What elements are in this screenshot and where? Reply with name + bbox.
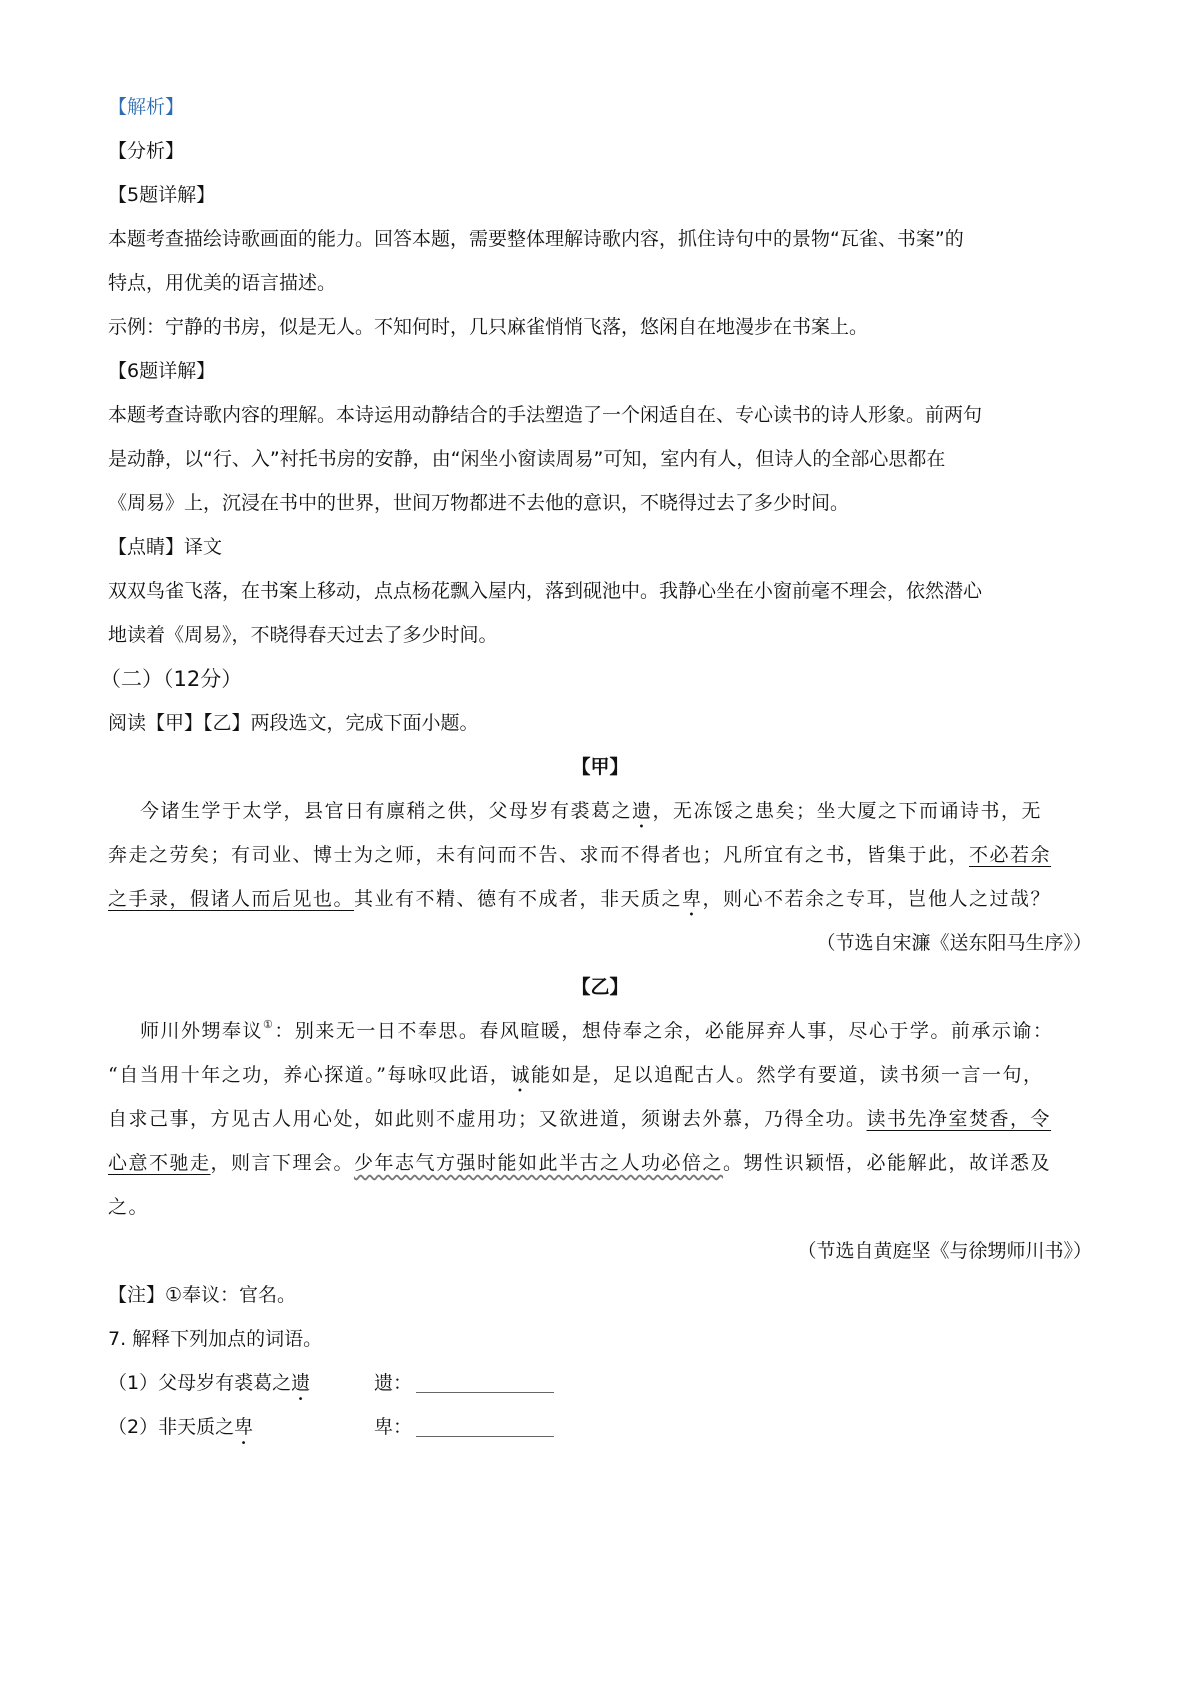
answer-label: 遗： bbox=[374, 1372, 413, 1394]
passage-jia-source: （节选自宋濂《送东阳马生序》） bbox=[816, 932, 1092, 954]
dotted-word: 卑 bbox=[234, 1416, 254, 1438]
text-span: （1）父母岁有裘葛之 bbox=[108, 1372, 292, 1394]
text-span: 。甥性识颖悟，必能解此，故详悉及 bbox=[723, 1152, 1052, 1174]
passage-yi-heading: 【乙】 bbox=[571, 976, 629, 998]
dotted-word: 遗 bbox=[291, 1372, 311, 1394]
text-span: ：别来无一日不奉思。春风暄暖，想侍奉之余，必能屏弃人事，尽心于学。前承示谕： bbox=[274, 1020, 1054, 1042]
q7-answer-2 bbox=[374, 1415, 554, 1439]
q6-paragraph-line: 《周易》上，沉浸在书中的世界，世间万物都进不去他的意识，不晓得过去了多少时间。 bbox=[108, 492, 850, 514]
answer-blank[interactable] bbox=[416, 1392, 554, 1393]
footnote-marker: ① bbox=[263, 1018, 275, 1031]
passage-yi-source: （节选自黄庭坚《与徐甥师川书》） bbox=[797, 1240, 1092, 1262]
passage-jia-heading: 【甲】 bbox=[571, 756, 629, 778]
underlined-sentence: 读书先净室焚香，令 bbox=[866, 1108, 1052, 1130]
q7-item-1 bbox=[108, 1371, 310, 1405]
passage-yi-line bbox=[108, 1063, 1043, 1097]
section-title: （二）（12分） bbox=[100, 667, 243, 691]
q5-example: 示例：宁静的书房，似是无人。不知何时，几只麻雀悄悄飞落，悠闲自在地漫步在书案上。 bbox=[108, 316, 869, 338]
section-intro: 阅读【甲】【乙】两段选文，完成下面小题。 bbox=[108, 712, 479, 734]
text-span: 师川外甥奉议 bbox=[140, 1020, 264, 1042]
passage-jia-line bbox=[108, 887, 1051, 921]
q6-title: 【6题详解】 bbox=[108, 360, 216, 382]
fenxi-heading: 【分析】 bbox=[108, 140, 185, 162]
q5-paragraph-line: 特点，用优美的语言描述。 bbox=[108, 272, 337, 294]
passage-jia-line bbox=[108, 843, 1051, 867]
passage-yi-line bbox=[140, 1019, 1053, 1043]
text-span: ，则心不若余之专耳，岂他人之过哉？ bbox=[702, 888, 1052, 910]
text-span: 今诸生学于太学，县官日有廪稍之供，父母岁有裘葛之 bbox=[140, 800, 633, 822]
underlined-sentence: 之手录，假诸人而后见也。 bbox=[108, 888, 355, 910]
text-span: ，无冻馁之患矣；坐大厦之下而诵诗书，无 bbox=[652, 800, 1043, 822]
dotted-word: 诚 bbox=[510, 1064, 531, 1086]
underlined-sentence: 心意不驰走 bbox=[108, 1152, 211, 1174]
footnote: 【注】①奉议：官名。 bbox=[108, 1284, 297, 1306]
wavy-underlined-sentence: 少年志气方强时能如此半古之人功必倍之 bbox=[354, 1152, 724, 1174]
passage-yi-line bbox=[108, 1107, 1051, 1131]
passage-yi-line: 之。 bbox=[108, 1196, 150, 1218]
analysis-heading: 【解析】 bbox=[108, 96, 185, 118]
answer-blank[interactable] bbox=[416, 1436, 554, 1437]
q7-item-2 bbox=[108, 1415, 253, 1449]
dianjing-title: 【点睛】译文 bbox=[108, 536, 223, 558]
dotted-word: 卑 bbox=[682, 888, 703, 910]
text-span: 能如是，足以追配古人。然学有要道，读书须一言一句， bbox=[530, 1064, 1044, 1086]
underlined-sentence: 不必若余 bbox=[969, 844, 1052, 866]
answer-label: 卑： bbox=[374, 1416, 413, 1438]
dotted-word: 遗 bbox=[632, 800, 653, 822]
text-span: 自求己事，方见古人用心处，如此则不虚用功；又欲进道，须谢去外慕，乃得全功。 bbox=[108, 1108, 867, 1130]
translation-line: 双双鸟雀飞落，在书案上移动，点点杨花飘入屋内，落到砚池中。我静心坐在小窗前毫不理会，依然潜心 bbox=[108, 580, 983, 602]
text-span: “自当用十年之功，养心探道。”每咏叹此语， bbox=[108, 1064, 511, 1086]
passage-jia-line bbox=[140, 799, 1042, 833]
text-span: 其业有不精、德有不成者，非天质之 bbox=[354, 888, 683, 910]
q6-paragraph-line: 是动静，以“行、入”衬托书房的安静，由“闲坐小窗读周易”可知，室内有人，但诗人的全部心思都在 bbox=[108, 448, 946, 470]
q5-paragraph-line: 本题考查描绘诗歌画面的能力。回答本题，需要整体理解诗歌内容，抓住诗句中的景物“瓦雀、书案”的 bbox=[108, 228, 964, 250]
passage-yi-line bbox=[108, 1151, 1051, 1175]
q7-title: 7. 解释下列加点的词语。 bbox=[108, 1328, 323, 1350]
q6-paragraph-line: 本题考查诗歌内容的理解。本诗运用动静结合的手法塑造了一个闲适自在、专心读书的诗人形象。前两句 bbox=[108, 404, 983, 426]
text-span: ，则言下理会。 bbox=[210, 1152, 355, 1174]
text-span: 奔走之劳矣；有司业、博士为之师，未有问而不告、求而不得者也；凡所宜有之书，皆集于此， bbox=[108, 844, 970, 866]
translation-line: 地读着《周易》，不晓得春天过去了多少时间。 bbox=[108, 624, 498, 646]
text-span: （2）非天质之 bbox=[108, 1416, 235, 1438]
q7-answer-1 bbox=[374, 1371, 554, 1395]
q5-title: 【5题详解】 bbox=[108, 184, 216, 206]
